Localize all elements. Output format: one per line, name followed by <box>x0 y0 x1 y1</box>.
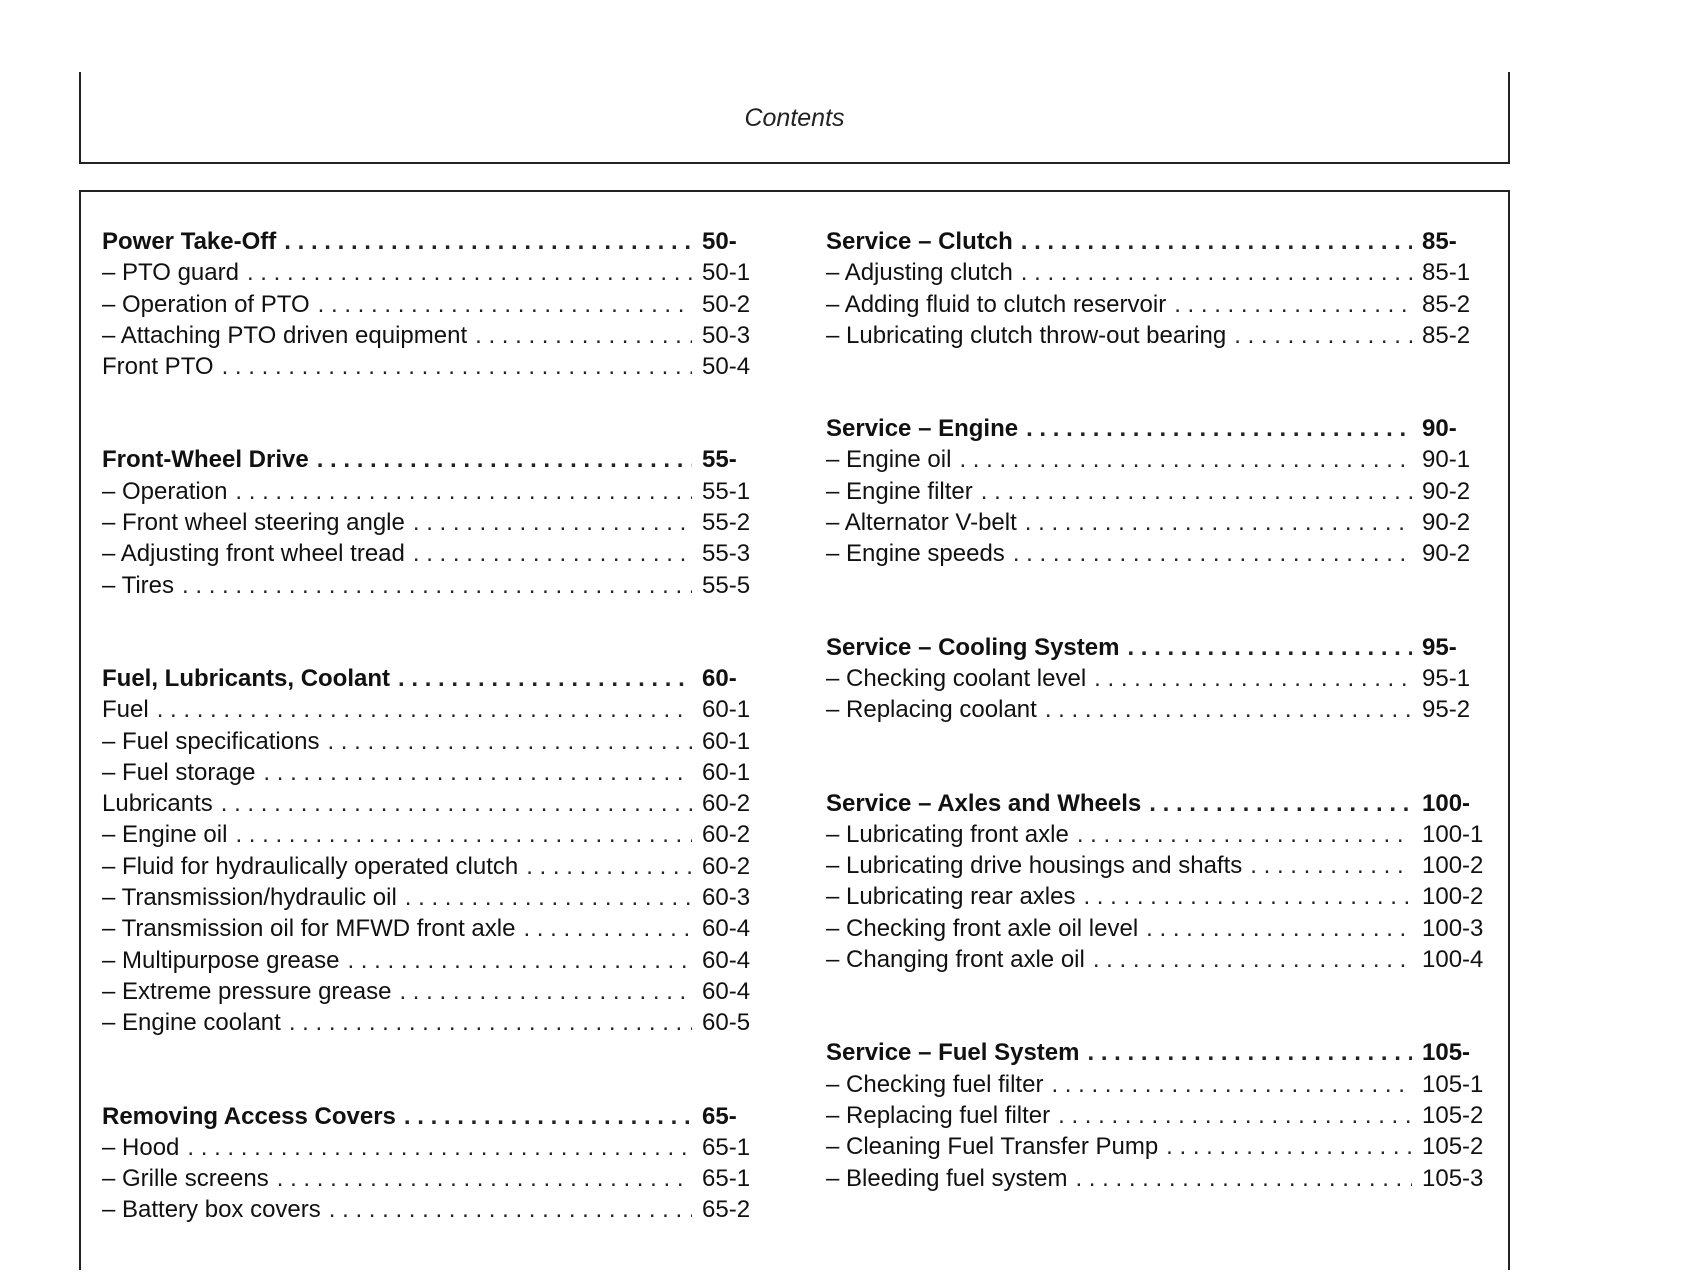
toc-entry-page: 95-1 <box>1422 664 1471 692</box>
toc-heading[interactable] <box>826 226 1494 257</box>
toc-entry-page: 105-1 <box>1422 1070 1484 1098</box>
dot-leader <box>526 851 692 882</box>
toc-entry[interactable] <box>826 881 1494 912</box>
toc-entry-label: – Front wheel steering angle <box>102 509 405 537</box>
toc-entry[interactable] <box>102 1194 770 1225</box>
toc-entry[interactable] <box>826 257 1494 288</box>
toc-entry[interactable] <box>102 320 770 351</box>
toc-entry-label: – Replacing coolant <box>826 696 1037 724</box>
toc-entry-page: 100-2 <box>1422 852 1484 880</box>
dot-leader <box>327 726 692 757</box>
right-column <box>826 226 1494 1256</box>
toc-entry-label: – Alternator V-belt <box>826 509 1017 537</box>
toc-heading-label: Power Take-Off <box>102 228 277 255</box>
toc-entry-label: – Extreme pressure grease <box>102 977 392 1005</box>
toc-entry[interactable] <box>826 289 1494 320</box>
toc-entry[interactable] <box>102 538 770 569</box>
dot-leader <box>289 1007 692 1038</box>
toc-entry-page: 55-3 <box>702 540 751 568</box>
toc-entry-label: Fuel <box>102 696 149 724</box>
toc-entry-label: – Engine oil <box>102 821 228 849</box>
toc-entry-page: 60-1 <box>702 758 751 786</box>
toc-heading[interactable] <box>102 1101 770 1132</box>
toc-entry-page: 55-5 <box>702 571 751 599</box>
dot-leader <box>1077 819 1412 850</box>
dot-leader <box>981 476 1412 507</box>
toc-entry[interactable] <box>826 1100 1494 1131</box>
toc-entry[interactable] <box>826 663 1494 694</box>
dot-leader <box>318 289 692 320</box>
toc-entry-page: 60-4 <box>702 977 751 1005</box>
toc-heading[interactable] <box>826 413 1494 444</box>
dot-leader <box>182 570 692 601</box>
toc-entry-label: – Fluid for hydraulically operated clutch <box>102 852 519 880</box>
dot-leader <box>1021 226 1412 257</box>
toc-entry[interactable] <box>102 851 770 882</box>
toc-entry[interactable] <box>102 882 770 913</box>
toc-entry-page: 90-2 <box>1422 477 1471 505</box>
toc-entry[interactable] <box>826 944 1494 975</box>
toc-heading[interactable] <box>102 226 770 257</box>
toc-entry-label: – Checking front axle oil level <box>826 914 1139 942</box>
dot-leader <box>475 320 692 351</box>
toc-entry[interactable] <box>826 476 1494 507</box>
toc-entry-page: 60-1 <box>702 696 751 724</box>
toc-entry-label: – Battery box covers <box>102 1196 321 1224</box>
toc-entry-page: 65-1 <box>702 1165 751 1193</box>
dot-leader <box>1058 1100 1412 1131</box>
toc-entry[interactable] <box>102 913 770 944</box>
header-box <box>79 72 1510 164</box>
toc-entry[interactable] <box>102 694 770 725</box>
toc-entry-page: 50-3 <box>702 321 751 349</box>
toc-entry-page: 60-3 <box>702 884 751 912</box>
toc-entry-page: 50-2 <box>702 290 751 318</box>
toc-entry-page: 105-2 <box>1422 1101 1484 1129</box>
dot-leader <box>405 882 692 913</box>
toc-entry-page: 60-5 <box>702 1009 751 1037</box>
toc-entry[interactable] <box>826 819 1494 850</box>
toc-heading-label: Service – Engine <box>826 415 1019 443</box>
dot-leader <box>398 663 692 694</box>
dot-leader <box>1234 320 1412 351</box>
toc-heading-page: 60- <box>702 664 737 692</box>
toc-heading[interactable] <box>826 1037 1494 1068</box>
toc-entry-page: 95-2 <box>1422 696 1471 724</box>
dot-leader <box>404 1101 692 1132</box>
toc-entry-page: 85-2 <box>1422 290 1471 318</box>
toc-entry[interactable] <box>102 257 770 288</box>
toc-entry-label: – Attaching PTO driven equipment <box>102 321 468 349</box>
toc-entry-page: 100-3 <box>1422 914 1484 942</box>
dot-leader <box>1127 632 1412 663</box>
toc-section-removing-access-covers <box>102 1101 770 1226</box>
toc-entry[interactable] <box>826 850 1494 881</box>
toc-section-service-clutch <box>826 226 1494 351</box>
toc-entry-label: – Cleaning Fuel Transfer Pump <box>826 1133 1159 1161</box>
dot-leader <box>1083 881 1412 912</box>
toc-heading[interactable] <box>826 788 1494 819</box>
toc-entry-page: 60-2 <box>702 790 751 818</box>
toc-entry-label: – PTO guard <box>102 259 239 287</box>
contents-box <box>79 190 1510 1270</box>
toc-heading-label: Service – Cooling System <box>826 633 1120 661</box>
toc-heading-label: Service – Axles and Wheels <box>826 789 1142 817</box>
toc-entry-label: – Fuel specifications <box>102 727 320 755</box>
toc-entry-label: – Operation of PTO <box>102 290 310 318</box>
toc-entry-label: – Adjusting clutch <box>826 259 1013 287</box>
toc-entry-page: 85-2 <box>1422 321 1471 349</box>
dot-leader <box>1045 694 1412 725</box>
toc-entry-label: – Grille screens <box>102 1165 269 1193</box>
toc-entry-label: – Engine coolant <box>102 1009 281 1037</box>
toc-entry[interactable] <box>102 757 770 788</box>
toc-entry[interactable] <box>102 351 770 382</box>
toc-entry-label: – Multipurpose grease <box>102 946 340 974</box>
dot-leader <box>1149 788 1412 819</box>
dot-leader <box>1146 913 1412 944</box>
toc-heading-label: Fuel, Lubricants, Coolant <box>102 664 391 692</box>
toc-entry-page: 100-1 <box>1422 820 1484 848</box>
toc-entry-label: – Transmission/hydraulic oil <box>102 884 397 912</box>
toc-section-service-fuel-system <box>826 1037 1494 1193</box>
toc-entry[interactable] <box>102 570 770 601</box>
toc-entry[interactable] <box>102 289 770 320</box>
toc-heading-page: 105- <box>1422 1039 1471 1067</box>
toc-section-fuel-lubricants-coolant <box>102 663 770 1039</box>
toc-entry[interactable] <box>102 945 770 976</box>
toc-entry-page: 105-3 <box>1422 1164 1484 1192</box>
toc-entry-page: 60-1 <box>702 727 751 755</box>
toc-entry[interactable] <box>826 1069 1494 1100</box>
dot-leader <box>263 757 692 788</box>
toc-section-front-wheel-drive <box>102 444 770 600</box>
toc-entry-page: 100-2 <box>1422 883 1484 911</box>
dot-leader <box>1166 1131 1412 1162</box>
toc-entry-label: – Adding fluid to clutch reservoir <box>826 290 1167 318</box>
toc-entry-label: – Transmission oil for MFWD front axle <box>102 915 516 943</box>
toc-entry-label: – Checking coolant level <box>826 664 1087 692</box>
toc-heading-page: 95- <box>1422 633 1457 661</box>
toc-entry[interactable] <box>826 694 1494 725</box>
dot-leader <box>187 1132 692 1163</box>
toc-entry-page: 60-4 <box>702 946 751 974</box>
toc-entry-page: 105-2 <box>1422 1133 1484 1161</box>
toc-section-service-axles-and-wheels <box>826 788 1494 976</box>
toc-entry-page: 50-4 <box>702 353 751 381</box>
toc-section-service-engine <box>826 413 1494 569</box>
toc-heading-page: 55- <box>702 446 737 474</box>
dot-leader <box>523 913 692 944</box>
dot-leader <box>1093 944 1412 975</box>
dot-leader <box>1013 538 1412 569</box>
toc-heading-label: Removing Access Covers <box>102 1102 396 1130</box>
dot-leader <box>1075 1163 1412 1194</box>
toc-entry[interactable] <box>826 444 1494 475</box>
page-title: Contents <box>744 104 845 132</box>
dot-leader <box>247 257 692 288</box>
toc-section-service-cooling-system <box>826 632 1494 726</box>
toc-entry[interactable] <box>102 976 770 1007</box>
toc-heading-label: Front-Wheel Drive <box>102 446 309 474</box>
toc-entry-page: 65-2 <box>702 1196 751 1224</box>
toc-heading-page: 50- <box>702 228 737 255</box>
dot-leader <box>221 788 692 819</box>
toc-entry[interactable] <box>102 1163 770 1194</box>
toc-heading[interactable] <box>102 663 770 694</box>
toc-entry-label: Front PTO <box>102 353 214 381</box>
toc-entry-label: – Tires <box>102 571 175 599</box>
toc-entry-page: 90-1 <box>1422 446 1471 474</box>
toc-entry-label: – Changing front axle oil <box>826 946 1085 974</box>
toc-entry-page: 65-1 <box>702 1133 751 1161</box>
dot-leader <box>329 1194 692 1225</box>
dot-leader <box>399 976 692 1007</box>
toc-entry-label: – Lubricating rear axles <box>826 883 1076 911</box>
toc-entry-label: – Fuel storage <box>102 758 256 786</box>
toc-entry[interactable] <box>826 538 1494 569</box>
dot-leader <box>1174 289 1412 320</box>
toc-entry-label: – Hood <box>102 1133 180 1161</box>
toc-entry[interactable] <box>102 788 770 819</box>
toc-entry-page: 90-2 <box>1422 540 1471 568</box>
toc-entry-page: 60-2 <box>702 821 751 849</box>
dot-leader <box>413 538 692 569</box>
toc-entry-page: 85-1 <box>1422 259 1471 287</box>
dot-leader <box>413 507 692 538</box>
toc-entry-page: 55-1 <box>702 477 751 505</box>
dot-leader <box>1087 1037 1412 1068</box>
dot-leader <box>347 945 692 976</box>
toc-entry-label: – Engine oil <box>826 446 952 474</box>
toc-entry[interactable] <box>102 726 770 757</box>
toc-entry[interactable] <box>826 913 1494 944</box>
dot-leader <box>235 819 692 850</box>
dot-leader <box>157 694 692 725</box>
toc-entry-label: – Lubricating clutch throw-out bearing <box>826 321 1227 349</box>
toc-entry[interactable] <box>826 1163 1494 1194</box>
dot-leader <box>1025 507 1412 538</box>
toc-section-power-take-off <box>102 226 770 382</box>
dot-leader <box>1094 663 1412 694</box>
dot-leader <box>959 444 1412 475</box>
toc-entry[interactable] <box>102 476 770 507</box>
dot-leader <box>317 444 692 475</box>
dot-leader <box>235 476 692 507</box>
toc-entry-page: 90-2 <box>1422 509 1471 537</box>
dot-leader <box>1026 413 1412 444</box>
toc-heading-page: 90- <box>1422 415 1457 443</box>
toc-entry-page: 100-4 <box>1422 946 1484 974</box>
toc-heading-page: 85- <box>1422 228 1457 255</box>
toc-entry-page: 60-4 <box>702 915 751 943</box>
toc-entry[interactable] <box>102 1007 770 1038</box>
toc-entry[interactable] <box>826 507 1494 538</box>
toc-entry[interactable] <box>826 320 1494 351</box>
toc-entry-label: – Adjusting front wheel tread <box>102 540 405 568</box>
left-column <box>102 226 770 1288</box>
toc-heading[interactable] <box>826 632 1494 663</box>
toc-entry-label: – Lubricating drive housings and shafts <box>826 852 1243 880</box>
toc-heading[interactable] <box>102 444 770 475</box>
toc-heading-label: Service – Clutch <box>826 228 1013 255</box>
dot-leader <box>222 351 692 382</box>
toc-entry-label: – Operation <box>102 477 228 505</box>
toc-entry[interactable] <box>826 1131 1494 1162</box>
dot-leader <box>284 226 692 257</box>
toc-entry[interactable] <box>102 1132 770 1163</box>
dot-leader <box>1250 850 1412 881</box>
dot-leader <box>1021 257 1412 288</box>
dot-leader <box>1051 1069 1412 1100</box>
toc-entry-page: 55-2 <box>702 509 751 537</box>
toc-entry-label: – Replacing fuel filter <box>826 1101 1051 1129</box>
toc-entry-page: 60-2 <box>702 852 751 880</box>
toc-entry-label: – Engine speeds <box>826 540 1005 568</box>
toc-entry-page: 50-1 <box>702 259 751 287</box>
dot-leader <box>277 1163 692 1194</box>
toc-entry[interactable] <box>102 507 770 538</box>
toc-entry-label: – Engine filter <box>826 477 973 505</box>
toc-heading-label: Service – Fuel System <box>826 1039 1080 1067</box>
toc-entry-label: – Lubricating front axle <box>826 820 1069 848</box>
toc-entry-label: – Bleeding fuel system <box>826 1164 1068 1192</box>
toc-entry[interactable] <box>102 819 770 850</box>
toc-heading-page: 65- <box>702 1102 737 1130</box>
toc-heading-page: 100- <box>1422 789 1471 817</box>
toc-entry-label: – Checking fuel filter <box>826 1070 1044 1098</box>
toc-entry-label: Lubricants <box>102 790 213 818</box>
